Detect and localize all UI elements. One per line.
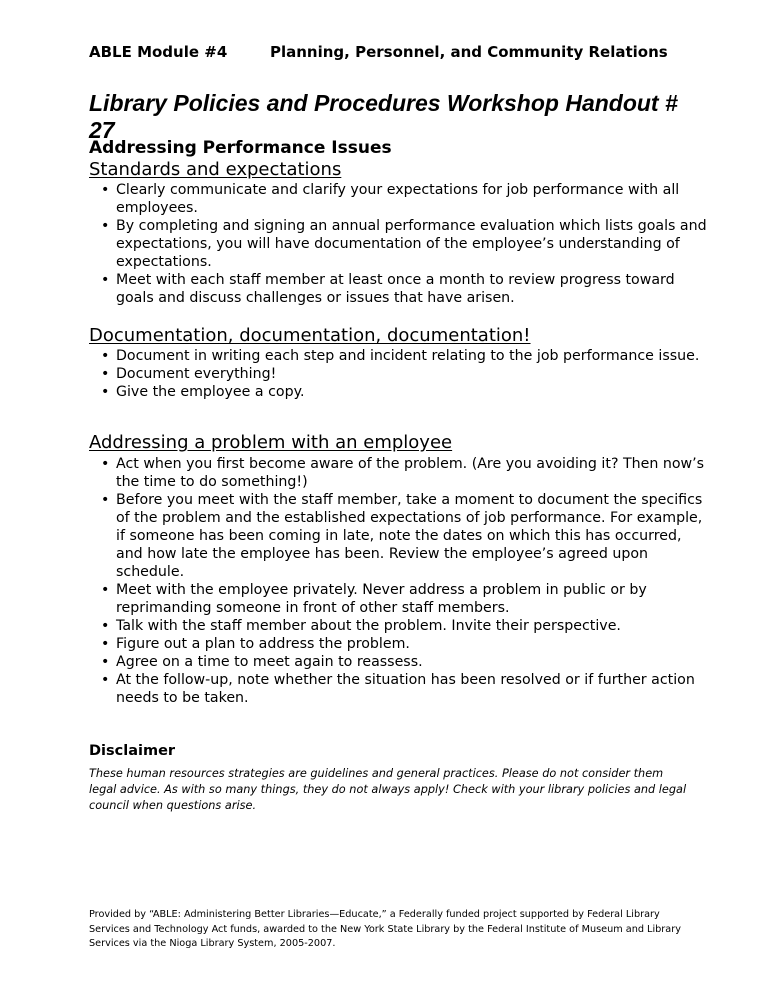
- list-item: • Before you meet with the staff member, take a moment to document the specifics of the problem and the established expectations of job performance. For example, if someone has been coming in late, note the dates on which this has occurred, and how late the employee has been. Review the employee’s agreed upon schedule.: [101, 492, 703, 580]
- bullet-icon: •: [101, 618, 110, 634]
- list-item: • Agree on a time to meet again to reassess.: [101, 654, 423, 670]
- disclaimer-text: These human resources strategies are guidelines and general practices. Please do not consider them legal advice. As with so many things, they do not always apply! Check with your library policies and legal council when questions arise.: [89, 767, 687, 812]
- list-item: • Give the employee a copy.: [101, 384, 305, 400]
- list-item: • Meet with each staff member at least once a month to review progress toward goals and discuss challenges or issues that have arisen.: [101, 272, 675, 306]
- bullet-list-standards: [89, 181, 709, 307]
- bullet-icon: •: [101, 582, 110, 598]
- list-item: • By completing and signing an annual performance evaluation which lists goals and expectations, you will have documentation of the employee’s understanding of expectations.: [101, 218, 707, 270]
- bullet-icon: •: [101, 366, 110, 382]
- bullet-list-addressing-problem: [89, 455, 709, 707]
- subheading-standards: Standards and expectations: [89, 159, 342, 180]
- list-item: • Figure out a plan to address the problem.: [101, 636, 410, 652]
- disclaimer-title: Disclaimer: [89, 743, 176, 759]
- bullet-icon: •: [101, 182, 110, 198]
- subheading-documentation: Documentation, documentation, documentation!: [89, 325, 531, 346]
- module-subject: Planning, Personnel, and Community Relations: [270, 43, 668, 61]
- list-item: • Document everything!: [101, 366, 277, 382]
- list-item: • Document in writing each step and incident relating to the job performance issue.: [101, 348, 700, 364]
- bullet-icon: •: [101, 492, 110, 508]
- module-label: ABLE Module #4: [89, 43, 228, 61]
- list-item: • Clearly communicate and clarify your expectations for job performance with all employees.: [101, 182, 680, 216]
- list-item: • Meet with the employee privately. Never address a problem in public or by reprimanding someone in front of other staff members.: [101, 582, 647, 616]
- handout-title: Library Policies and Procedures Workshop Handout # 27: [89, 90, 678, 143]
- section-title: Addressing Performance Issues: [89, 138, 392, 158]
- list-item: • Talk with the staff member about the problem. Invite their perspective.: [101, 618, 621, 634]
- bullet-icon: •: [101, 456, 110, 472]
- subheading-addressing-problem: Addressing a problem with an employee: [89, 432, 453, 453]
- bullet-icon: •: [101, 654, 110, 670]
- bullet-icon: •: [101, 384, 110, 400]
- list-item: • At the follow-up, note whether the situation has been resolved or if further action needs to be taken.: [101, 672, 695, 706]
- bullet-list-documentation: [89, 347, 709, 401]
- list-item: • Act when you first become aware of the problem. (Are you avoiding it? Then now’s the time to do something!): [101, 456, 705, 490]
- bullet-icon: •: [101, 672, 110, 688]
- bullet-icon: •: [101, 636, 110, 652]
- bullet-icon: •: [101, 348, 110, 364]
- bullet-icon: •: [101, 272, 110, 288]
- page-footer: Provided by “ABLE: Administering Better Libraries—Educate,” a Federally funded project supported by Federal Library Services and Technology Act funds, awarded to the New York State Library by the Federal Institute of Museum and Library Services via the Nioga Library System, 2005-2007.: [89, 909, 681, 949]
- bullet-icon: •: [101, 218, 110, 234]
